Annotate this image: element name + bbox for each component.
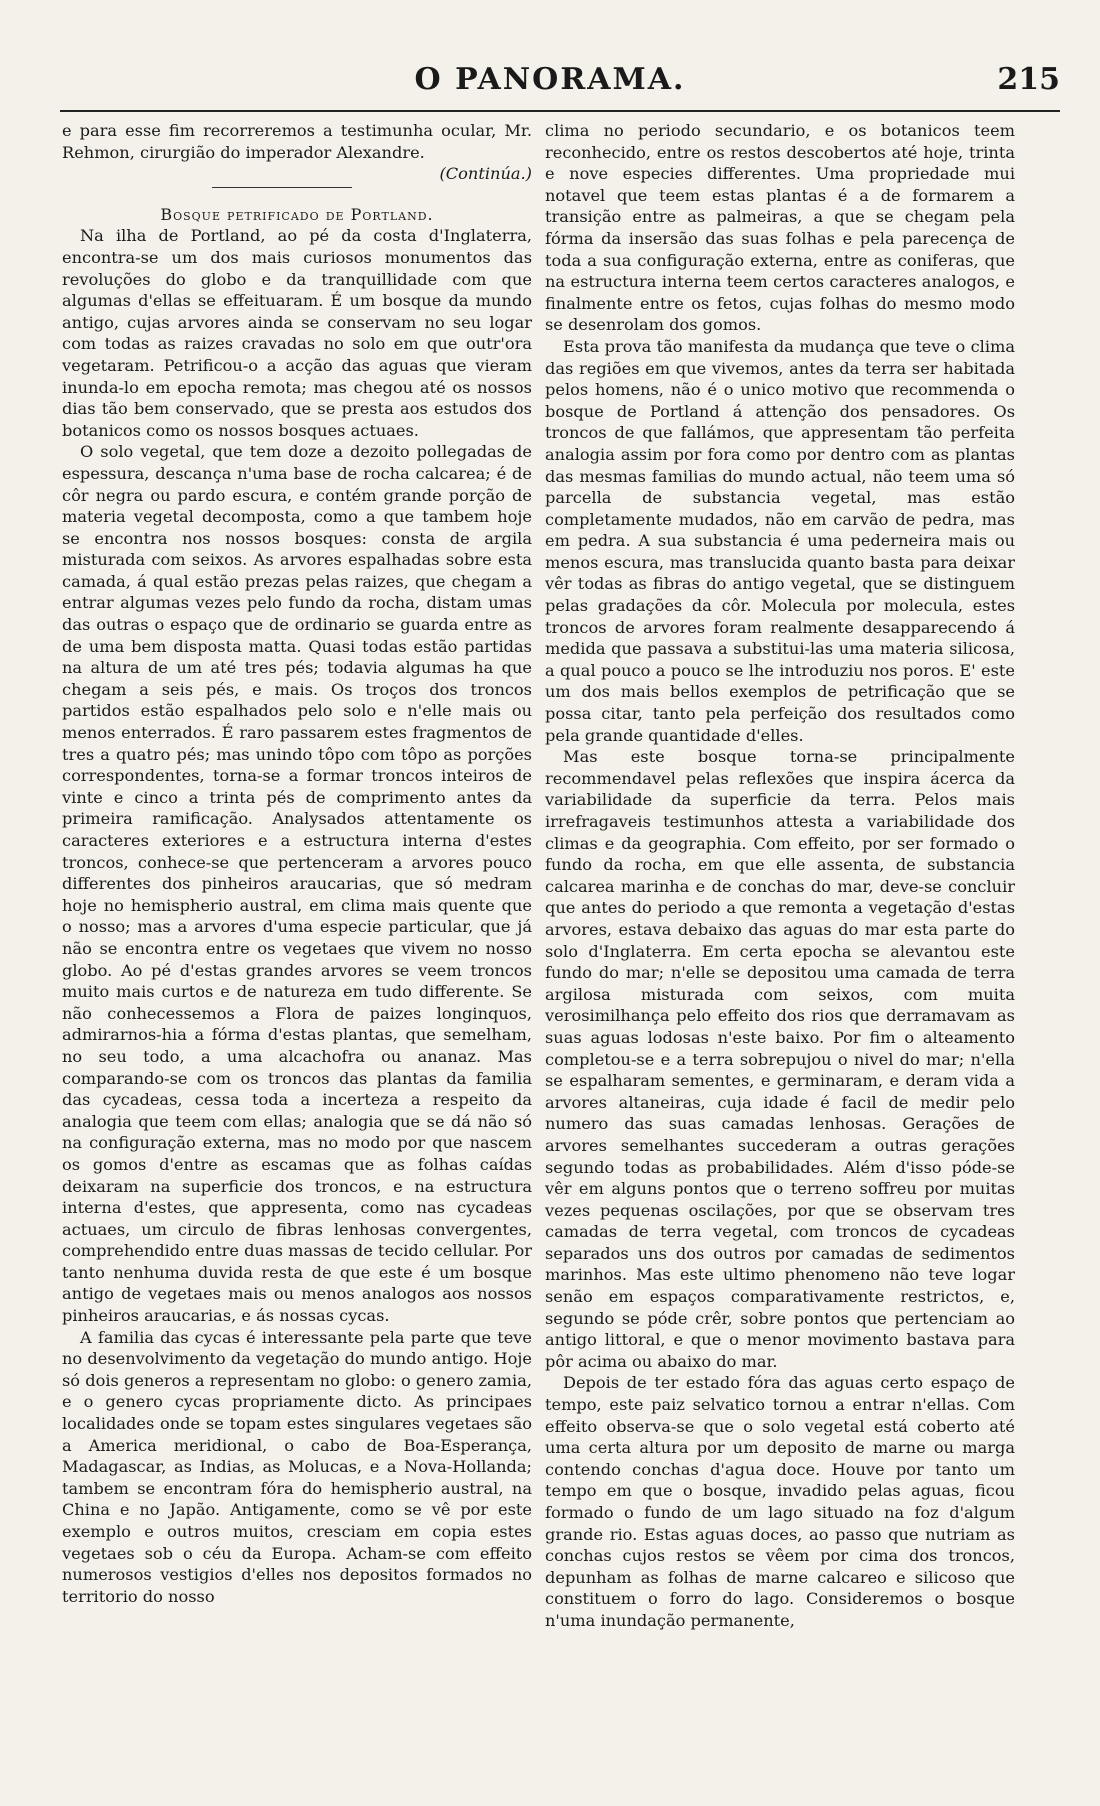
masthead-title: O PANORAMA. <box>414 62 686 97</box>
left-column <box>62 120 532 1607</box>
paragraph: A familia das cycas é interessante pela parte que teve no desenvolvimento da vegetação do mundo antigo. Hoje só dois generos a representam no globo: o genero zamia, e o genero cycas propriamente dicto. As principaes localidades onde se topam estes singulares vegetaes são a America meridional, o cabo de Boa-Esperança, Madagascar, as Indias, as Molucas, e a Nova-Hollanda; tambem se encontram fóra do hemispherio austral, na China e no Japão. Antigamente, como se vê por este exemplo e outros muitos, cresciam em copia estes vegetaes sob o céu da Europa. Acham-se com effeito numerosos vestigios d'elles nos depositos formados no territorio do nosso <box>62 1327 532 1606</box>
paragraph: Esta prova tão manifesta da mudança que teve o clima das regiões em que vivemos, antes da terra ser habitada pelos homens, não é o unico motivo que recommenda o bosque de Portland á attenção dos pensadores. Os troncos de que fallámos, que appresentam tão perfeita analogia assim por fora como por dentro com as plantas das mesmas familias do mundo actual, não teem uma só parcella de substancia vegetal, mas estão completamente mudados, não em carvão de pedra, mas em pedra. A sua substancia é uma pederneira mais ou menos escura, mas translucida quanto basta para deixar vêr todas as fibras do antigo vegetal, que se distinguem pelas gradações da côr. Molecula por molecula, estes troncos de arvores foram realmente desapparecendo á medida que passava a substitui-las uma materia silicosa, a qual pouco a pouco se lhe introduziu nos poros. E' este um dos mais bellos exemplos de petrificação que se possa citar, tanto pela perfeição dos resultados como pela grande quantidade d'elles. <box>545 336 1015 745</box>
paragraph: Mas este bosque torna-se principalmente recommendavel pelas reflexões que inspira ácerca da variabilidade da superficie da terra. Pelos mais irrefragaveis testimunhos attesta a variabilidade dos climas e da geographia. Com effeito, por ser formado o fundo da rocha, em que elle assenta, de substancia calcarea marinha e de conchas do mar, deve-se concluir que antes do periodo a que remonta a vegetação d'estas arvores, estava debaixo das aguas do mar esta parte do solo d'Inglaterra. Em certa epocha se alevantou este fundo do mar; n'elle se depositou uma camada de terra argilosa misturada com seixos, com muita verosimilhança pelo effeito dos rios que derramavam as suas aguas lodosas n'este baixo. Por fim o alteamento completou-se e a terra sobrepujou o nivel do mar; n'ella se espalharam sementes, e germinaram, e deram vida a arvores altaneiras, cuja idade é facil de medir pelo numero das suas camadas lenhosas. Gerações de arvores semelhantes succederam a outras gerações segundo todas as probabilidades. Além d'isso póde-se vêr em alguns pontos que o terreno soffreu por muitas vezes pequenas oscilações, por que se observam tres camadas de terra vegetal, com troncos de cycadeas separados uns dos outros por camadas de sedimentos marinhos. Mas este ultimo phenomeno não teve logar senão em espaços comparativamente restrictos, e, segundo se póde crêr, sobre pontos que pertenciam ao antigo littoral, e que o menor movimento bastava para pôr acima ou abaixo do mar. <box>545 747 1015 1371</box>
paragraph: clima no periodo secundario, e os botanicos teem reconhecido, entre os restos descobertos até hoje, trinta e nove especies differentes. Uma propriedade mui notavel que teem estas plantas é a de formarem a transição entre as palmeiras, a que se chegam pela fórma da insersão das suas folhas e pela parecença de toda a sua configuração externa, entre as coniferas, que na estructura interna teem certos caracteres analogos, e finalmente entre os fetos, cujas folhas do mesmo modo se desenrolam dos gomos. <box>545 121 1015 335</box>
continua-note: (Continúa.) <box>439 164 532 184</box>
paragraph: O solo vegetal, que tem doze a dezoito pollegadas de espessura, descança n'uma base de rocha calcarea; é de côr negra ou pardo escura, e contém grande porção de materia vegetal decomposta, como a que tambem hoje se encontra nos nossos bosques: consta de argila misturada com seixos. As arvores espalhadas sobre esta camada, á qual estão prezas pelas raizes, que chegam a entrar algumas vezes pelo fundo da rocha, distam umas das outras o espaço que de ordinario se guarda entre as de uma bem disposta matta. Quasi todas estão partidas na altura de um até tres pés; todavia algumas ha que chegam a seis pés, e mais. Os troços dos troncos partidos estão espalhados pelo solo e n'elle mais ou menos enterrados. É raro passarem estes fragmentos de tres a quatro pés; mas unindo tôpo com tôpo as porções correspondentes, torna-se a formar troncos inteiros de vinte e cinco a trinta pés de comprimento antes da primeira ramificação. Analysados attentamente os caracteres exteriores e a estructura interna d'estes troncos, conhece-se que pertenceram a arvores pouco differentes dos pinheiros araucarias, que só medram hoje no hemispherio austral, em clima mais quente que o nosso; mas a arvores d'uma especie particular, que já não se encontra entre os vegetaes que vivem no nosso globo. Ao pé d'estas grandes arvores se veem troncos muito mais curtos e de natureza em tudo differente. Se não conhecessemos a Flora de paizes longinquos, admirarnos-hia a fórma d'estas plantas, que semelham, no seu todo, a uma alcachofra ou ananaz. Mas comparando-se com os troncos das plantas da familia das cycadeas, cessa toda a incerteza a respeito da analogia que teem com ellas; analogia que se dá não só na configuração externa, mas no modo por que nascem os gomos d'entre as escamas que as folhas caídas deixaram na superficie dos troncos, e na estructura interna d'estes, que appresenta, como nas cycadeas actuaes, um circulo de fibras lenhosas convergentes, comprehendido entre duas massas de tecido cellular. Por tanto nenhuma duvida resta de que este é um bosque antigo de vegetaes mais ou menos analogos aos nossos pinheiros araucarias, e ás nossas cycas. <box>62 442 532 1326</box>
section-divider <box>212 187 352 188</box>
section-title: Bosque petrificado de Portland. <box>160 204 434 224</box>
page-header <box>40 62 1060 102</box>
header-rule <box>60 110 1060 112</box>
paragraph: Na ilha de Portland, ao pé da costa d'Inglaterra, encontra-se um dos mais curiosos monumentos das revoluções do globo e da tranquillidade com que algumas d'ellas se effeituaram. É um bosque da mundo antigo, cujas arvores ainda se conservam no seu logar com todas as raizes cravadas no solo em que outr'ora vegetaram. Petrificou-o a acção das aguas que vieram inunda-lo em epocha remota; mas chegou até os nossos dias tão bem conservado, que se presta aos estudos dos botanicos como os nossos bosques actuaes. <box>62 226 532 440</box>
page-number: 215 <box>997 62 1060 97</box>
intro-text: e para esse fim recorreremos a testimunha ocular, Mr. Rehmon, cirurgião do imperador Alexandre. <box>62 121 532 162</box>
right-column <box>545 120 1015 1632</box>
paragraph: Depois de ter estado fóra das aguas certo espaço de tempo, este paiz selvatico tornou a entrar n'ellas. Com effeito observa-se que o solo vegetal está coberto até uma certa altura por um deposito de marne ou marga contendo conchas d'agua doce. Houve por tanto um tempo em que o bosque, invadido pelas aguas, ficou formado o fundo de um lago situado na foz d'algum grande rio. Estas aguas doces, ao passo que nutriam as conchas cujos restos se vêem por cima dos troncos, depunham as folhas de marne calcareo e silicoso que constituem o forro do lago. Consideremos o bosque n'uma inundação permanente, <box>545 1373 1015 1630</box>
